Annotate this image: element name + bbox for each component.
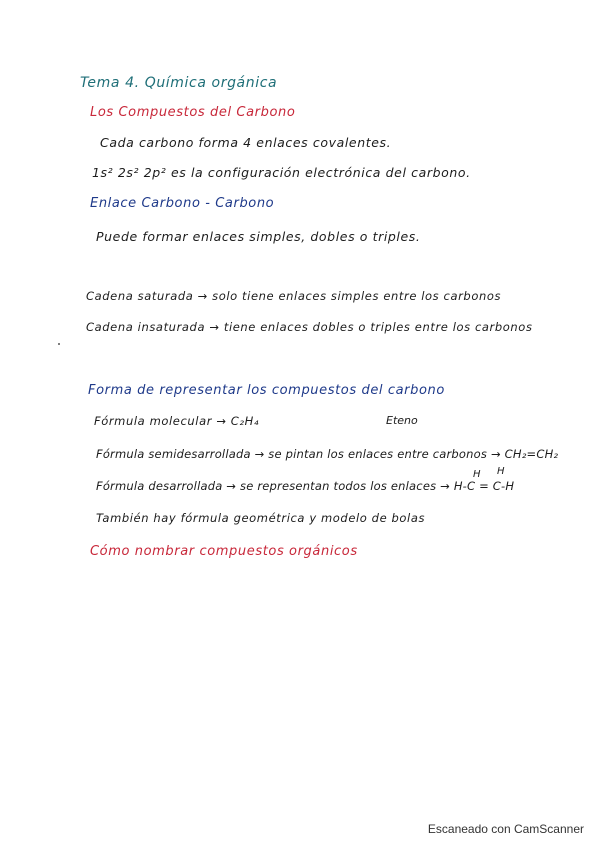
- section-heading-representation: Forma de representar los compuestos del carbono: [88, 383, 445, 398]
- saturated-chain-line: Cadena saturada → solo tiene enlaces simples entre los carbonos: [86, 289, 502, 303]
- molecular-formula-line: Fórmula molecular → C₂H₄: [94, 414, 260, 428]
- section-heading-carbon-carbon-bond: Enlace Carbono - Carbono: [90, 196, 275, 211]
- carbon-bonds-line: Cada carbono forma 4 enlaces covalentes.: [100, 135, 392, 150]
- unsaturated-chain-line: Cadena insaturada → tiene enlaces dobles o triples entre los carbonos: [86, 320, 533, 334]
- electron-config-line: 1s² 2s² 2p² es la configuración electrónica del carbono.: [92, 165, 471, 180]
- page-title: Tema 4. Química orgánica: [80, 75, 278, 91]
- section-heading-carbon-compounds: Los Compuestos del Carbono: [90, 105, 296, 120]
- bond-types-line: Puede formar enlaces simples, dobles o triples.: [96, 229, 421, 244]
- ink-dot: [58, 343, 60, 345]
- geometric-formula-line: También hay fórmula geométrica y modelo de bolas: [96, 511, 426, 525]
- ethene-label: Eteno: [386, 414, 418, 427]
- section-heading-naming: Cómo nombrar compuestos orgánicos: [90, 544, 358, 559]
- developed-formula-h-top-left: H: [473, 469, 481, 480]
- camscanner-watermark: Escaneado con CamScanner: [427, 822, 584, 836]
- developed-formula-h-top-right: H: [497, 466, 505, 477]
- developed-formula-line: Fórmula desarrollada → se representan todos los enlaces → H-C = C-H: [96, 479, 515, 493]
- semideveloped-formula-line: Fórmula semidesarrollada → se pintan los enlaces entre carbonos → CH₂=CH₂: [96, 447, 559, 461]
